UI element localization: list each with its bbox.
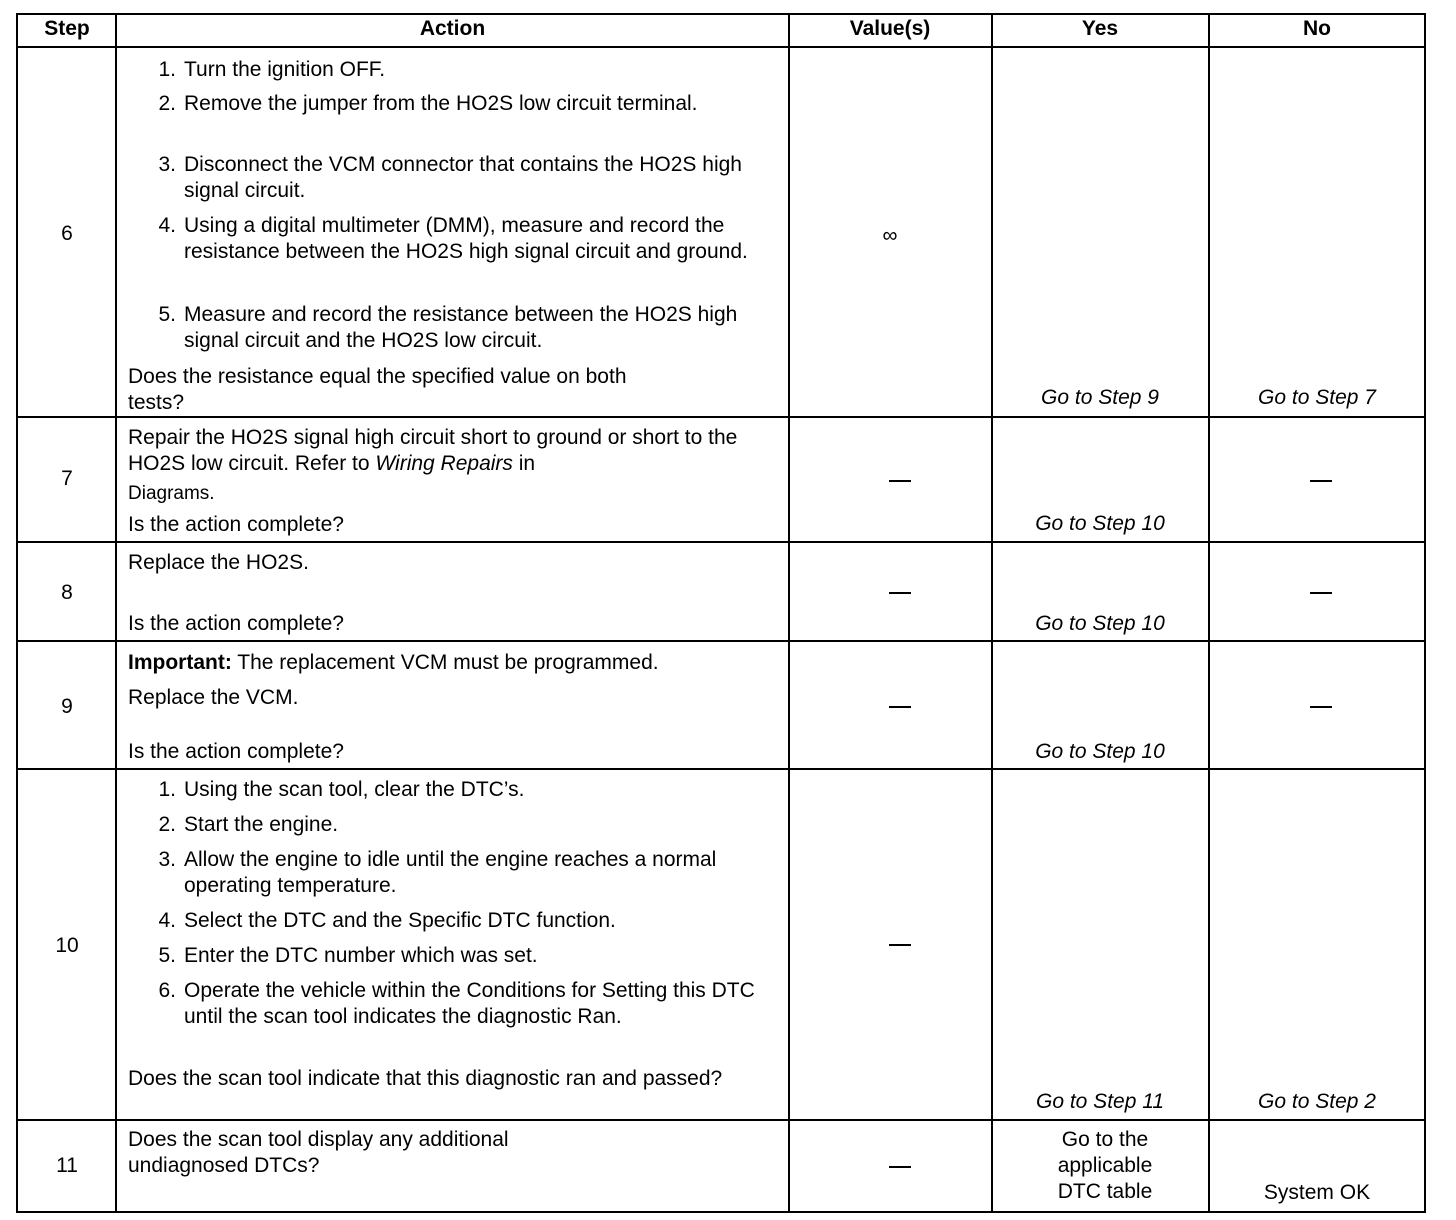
value-dash [889,592,911,594]
column-divider [1208,13,1210,1213]
action-question: Does the scan tool display any additional undiagnosed DTCs? [128,1128,509,1177]
important-note [128,650,788,676]
step-number: 10 [55,934,79,957]
header-action: Action [419,17,486,40]
no-result: System OK [1263,1181,1371,1204]
yes-result: Go to Step 10 [1035,512,1165,535]
list-number: 1. [158,58,176,81]
no-result: Go to Step 2 [1258,1090,1376,1113]
row-divider [16,541,1426,543]
table-border-bottom [16,1211,1426,1213]
list-number: 6. [158,979,176,1002]
table-border-top [16,13,1426,15]
action-text: Replace the HO2S. [128,551,309,574]
yes-result: Go to the applicable DTC table [1057,1128,1153,1203]
value-dash [889,480,911,482]
no-dash [1310,706,1332,708]
list-number: 5. [158,944,176,967]
list-text: Operate the vehicle within the Conditions for Setting this DTC until the scan tool indicates the diagnostic Ran. [184,979,755,1028]
header-values: Value(s) [849,17,931,40]
action-text: Replace the VCM. [128,686,299,709]
important-label: Important: [128,651,232,674]
yes-result: Go to Step 10 [1035,612,1165,635]
list-number: 4. [158,214,176,237]
yes-result: Go to Step 9 [1041,386,1159,409]
no-result: Go to Step 7 [1258,386,1376,409]
important-text: The replacement VCM must be programmed. [231,651,659,674]
value-dash [889,944,911,946]
list-text: Using a digital multimeter (DMM), measure and record the resistance between the HO2S high signal circuit and ground. [184,214,748,263]
step-number: 11 [56,1154,78,1177]
list-text: Measure and record the resistance between the HO2S high signal circuit and the HO2S low circuit. [184,303,738,352]
action-text-diagrams: Diagrams. [128,483,215,504]
column-divider [788,13,790,1213]
list-number: 3. [158,848,176,871]
column-divider [115,13,117,1213]
table-border-left [16,13,18,1213]
action-question: Is the action complete? [128,513,344,536]
header-step: Step [44,17,90,40]
table-border-right [1424,13,1426,1213]
list-text: Select the DTC and the Specific DTC function. [184,909,616,932]
list-number: 2. [158,92,176,115]
list-number: 5. [158,303,176,326]
list-text: Start the engine. [184,813,339,836]
header-yes: Yes [1081,17,1119,40]
list-number: 2. [158,813,176,836]
value-dash [889,706,911,708]
row-divider [16,1119,1426,1121]
value-infinity: ∞ [882,224,898,247]
list-text: Disconnect the VCM connector that contains the HO2S high signal circuit. [184,153,742,202]
no-dash [1310,480,1332,482]
row-divider [16,416,1426,418]
step-number: 7 [61,467,73,490]
step-number: 8 [61,581,73,604]
yes-result: Go to Step 11 [1035,1090,1165,1113]
no-dash [1310,592,1332,594]
row-divider [16,46,1426,48]
list-text: Allow the engine to idle until the engine reaches a normal operating temperature. [184,848,717,897]
list-number: 3. [158,153,176,176]
list-number: 1. [158,778,176,801]
list-text: Using the scan tool, clear the DTC’s. [184,778,525,801]
row-divider [16,640,1426,642]
list-number: 4. [158,909,176,932]
action-text-part: in [512,452,536,475]
list-text: Enter the DTC number which was set. [184,944,538,967]
action-text [128,425,778,477]
action-question: Is the action complete? [128,740,344,763]
action-text-part: Repair the HO2S signal high circuit short to ground or short to the HO2S low circuit. Refer to [128,426,738,475]
list-text: Remove the jumper from the HO2S low circuit terminal. [184,92,698,115]
list-text: Turn the ignition OFF. [184,58,386,81]
step-number: 9 [61,695,73,718]
wiring-repairs-reference: Wiring Repairs [375,452,513,475]
step-number: 6 [61,222,73,245]
header-no: No [1303,17,1331,40]
action-question: Does the scan tool indicate that this diagnostic ran and passed? [128,1067,723,1090]
action-question: Does the resistance equal the specified value on both tests? [128,365,627,414]
action-question: Is the action complete? [128,612,344,635]
row-divider [16,768,1426,770]
yes-result: Go to Step 10 [1035,740,1165,763]
value-dash [889,1166,911,1168]
